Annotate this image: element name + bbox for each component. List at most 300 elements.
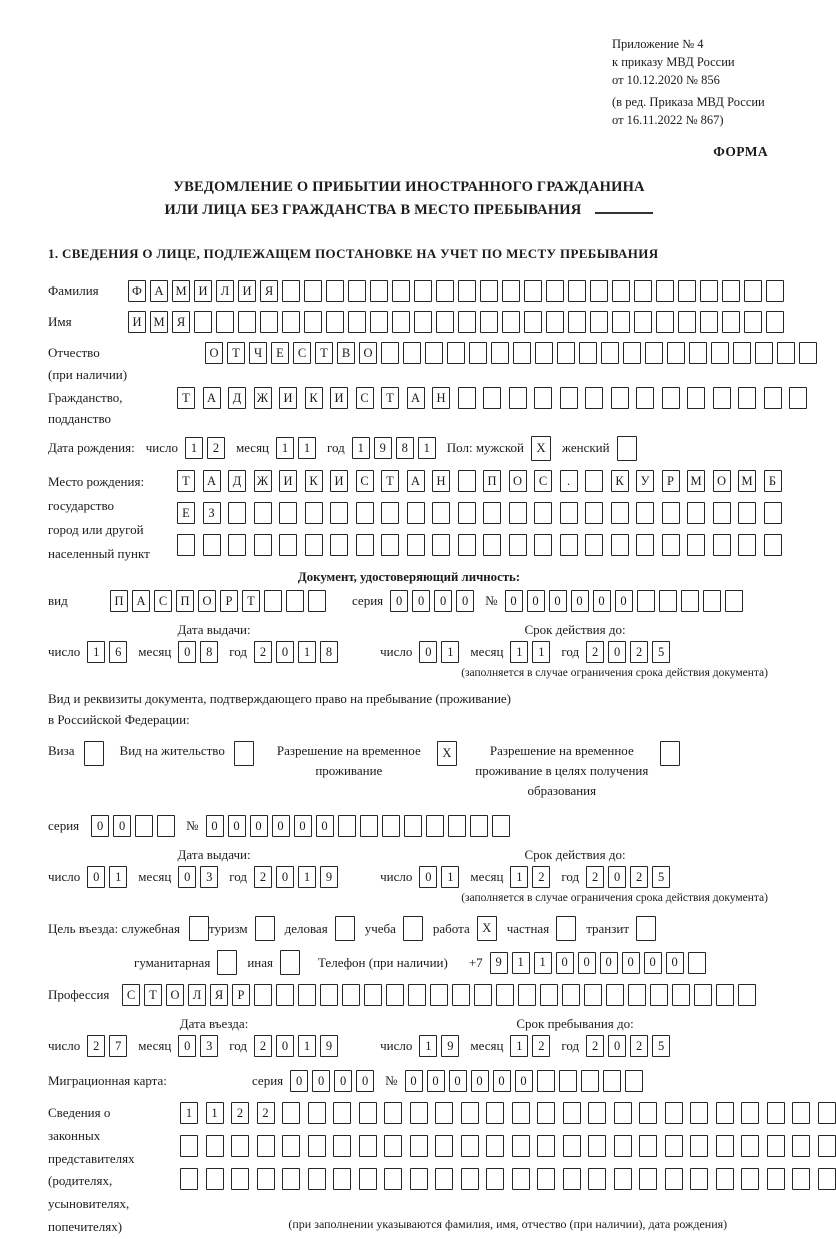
char-cell[interactable] <box>432 534 450 556</box>
char-cell[interactable] <box>789 387 807 409</box>
char-cell[interactable]: 0 <box>405 1070 423 1092</box>
char-cell[interactable] <box>486 1168 504 1190</box>
char-cell[interactable] <box>410 1135 428 1157</box>
char-cell[interactable] <box>546 280 564 302</box>
char-cell[interactable] <box>681 590 699 612</box>
char-cell[interactable] <box>384 1168 402 1190</box>
char-cell[interactable] <box>238 311 256 333</box>
char-cell[interactable]: 1 <box>87 641 105 663</box>
char-cell[interactable]: 9 <box>320 866 338 888</box>
char-cell[interactable] <box>512 1102 530 1124</box>
char-cell[interactable]: 0 <box>434 590 452 612</box>
char-cell[interactable] <box>733 342 751 364</box>
char-cell[interactable] <box>180 1135 198 1157</box>
char-cell[interactable] <box>560 534 578 556</box>
char-cell[interactable]: И <box>238 280 256 302</box>
char-cell[interactable] <box>414 280 432 302</box>
char-cell[interactable] <box>308 1168 326 1190</box>
char-cell[interactable]: Р <box>662 470 680 492</box>
char-cell[interactable] <box>585 534 603 556</box>
char-cell[interactable] <box>254 502 272 524</box>
char-cell[interactable] <box>792 1102 810 1124</box>
char-cell[interactable] <box>534 534 552 556</box>
char-cell[interactable]: 1 <box>206 1102 224 1124</box>
char-cell[interactable]: 6 <box>109 641 127 663</box>
char-cell[interactable]: О <box>166 984 184 1006</box>
char-cell[interactable] <box>518 984 536 1006</box>
char-cell[interactable]: П <box>176 590 194 612</box>
char-cell[interactable] <box>386 984 404 1006</box>
char-cell[interactable] <box>703 590 721 612</box>
char-cell[interactable] <box>359 1102 377 1124</box>
char-cell[interactable] <box>279 534 297 556</box>
char-cell[interactable]: Б <box>764 470 782 492</box>
char-cell[interactable] <box>568 311 586 333</box>
char-cell[interactable] <box>818 1102 836 1124</box>
char-cell[interactable]: М <box>172 280 190 302</box>
char-cell[interactable] <box>672 984 690 1006</box>
char-cell[interactable]: 0 <box>87 866 105 888</box>
char-cell[interactable]: 1 <box>510 641 528 663</box>
char-cell[interactable] <box>535 342 553 364</box>
char-cell[interactable] <box>305 502 323 524</box>
char-cell[interactable]: 1 <box>298 641 316 663</box>
char-cell[interactable] <box>435 1168 453 1190</box>
char-cell[interactable] <box>722 311 740 333</box>
char-cell[interactable] <box>276 984 294 1006</box>
char-cell[interactable]: 1 <box>419 1035 437 1057</box>
char-cell[interactable] <box>611 534 629 556</box>
char-cell[interactable] <box>407 534 425 556</box>
char-cell[interactable] <box>792 1135 810 1157</box>
char-cell[interactable]: Т <box>381 470 399 492</box>
char-cell[interactable]: 1 <box>441 866 459 888</box>
char-cell[interactable] <box>614 1168 632 1190</box>
char-cell[interactable] <box>447 342 465 364</box>
char-cell[interactable] <box>818 1135 836 1157</box>
char-cell[interactable] <box>563 1168 581 1190</box>
char-cell[interactable] <box>335 916 355 941</box>
char-cell[interactable] <box>612 280 630 302</box>
char-cell[interactable]: 2 <box>231 1102 249 1124</box>
char-cell[interactable]: А <box>132 590 150 612</box>
char-cell[interactable] <box>645 342 663 364</box>
char-cell[interactable]: Т <box>177 470 195 492</box>
char-cell[interactable] <box>461 1102 479 1124</box>
char-cell[interactable]: 2 <box>254 1035 272 1057</box>
char-cell[interactable] <box>408 984 426 1006</box>
char-cell[interactable]: 8 <box>320 641 338 663</box>
char-cell[interactable]: Я <box>260 280 278 302</box>
char-cell[interactable]: 0 <box>272 815 290 837</box>
char-cell[interactable]: 1 <box>510 866 528 888</box>
char-cell[interactable] <box>381 534 399 556</box>
char-cell[interactable]: 0 <box>178 641 196 663</box>
char-cell[interactable]: 0 <box>527 590 545 612</box>
char-cell[interactable]: Т <box>177 387 195 409</box>
char-cell[interactable]: Т <box>381 387 399 409</box>
char-cell[interactable]: В <box>337 342 355 364</box>
char-cell[interactable] <box>483 387 501 409</box>
char-cell[interactable]: П <box>483 470 501 492</box>
char-cell[interactable] <box>403 916 423 941</box>
char-cell[interactable] <box>650 984 668 1006</box>
char-cell[interactable]: 1 <box>418 437 436 459</box>
char-cell[interactable]: 0 <box>600 952 618 974</box>
char-cell[interactable]: 0 <box>206 815 224 837</box>
char-cell[interactable]: Ж <box>254 387 272 409</box>
char-cell[interactable] <box>356 534 374 556</box>
char-cell[interactable]: М <box>738 470 756 492</box>
char-cell[interactable]: 1 <box>534 952 552 974</box>
char-cell[interactable]: 2 <box>630 1035 648 1057</box>
char-cell[interactable] <box>425 342 443 364</box>
char-cell[interactable] <box>469 342 487 364</box>
char-cell[interactable]: 9 <box>490 952 508 974</box>
char-cell[interactable] <box>282 280 300 302</box>
char-cell[interactable] <box>486 1102 504 1124</box>
char-cell[interactable] <box>585 387 603 409</box>
char-cell[interactable] <box>257 1168 275 1190</box>
char-cell[interactable] <box>458 534 476 556</box>
char-cell[interactable]: С <box>356 470 374 492</box>
char-cell[interactable] <box>436 311 454 333</box>
char-cell[interactable] <box>308 1135 326 1157</box>
char-cell[interactable]: 0 <box>427 1070 445 1092</box>
char-cell[interactable] <box>562 984 580 1006</box>
char-cell[interactable] <box>410 1102 428 1124</box>
char-cell[interactable] <box>687 534 705 556</box>
char-cell[interactable] <box>392 280 410 302</box>
char-cell[interactable] <box>370 280 388 302</box>
char-cell[interactable] <box>228 502 246 524</box>
char-cell[interactable] <box>537 1168 555 1190</box>
char-cell[interactable] <box>404 815 422 837</box>
char-cell[interactable] <box>216 311 234 333</box>
char-cell[interactable]: 0 <box>449 1070 467 1092</box>
char-cell[interactable] <box>410 1168 428 1190</box>
char-cell[interactable] <box>458 311 476 333</box>
char-cell[interactable]: 2 <box>207 437 225 459</box>
char-cell[interactable]: 0 <box>608 866 626 888</box>
char-cell[interactable] <box>189 916 209 941</box>
char-cell[interactable]: С <box>534 470 552 492</box>
char-cell[interactable]: 2 <box>254 866 272 888</box>
char-cell[interactable] <box>738 534 756 556</box>
char-cell[interactable] <box>557 342 575 364</box>
char-cell[interactable]: 9 <box>374 437 392 459</box>
char-cell[interactable]: 0 <box>456 590 474 612</box>
char-cell[interactable] <box>333 1168 351 1190</box>
char-cell[interactable] <box>381 342 399 364</box>
char-cell[interactable] <box>799 342 817 364</box>
char-cell[interactable] <box>483 502 501 524</box>
char-cell[interactable]: О <box>713 470 731 492</box>
char-cell[interactable]: 0 <box>412 590 430 612</box>
char-cell[interactable]: 0 <box>549 590 567 612</box>
char-cell[interactable] <box>678 280 696 302</box>
char-cell[interactable] <box>264 590 282 612</box>
char-cell[interactable]: Т <box>144 984 162 1006</box>
char-cell[interactable] <box>260 311 278 333</box>
char-cell[interactable]: Т <box>227 342 245 364</box>
char-cell[interactable] <box>513 342 531 364</box>
char-cell[interactable] <box>356 502 374 524</box>
char-cell[interactable] <box>534 502 552 524</box>
char-cell[interactable]: 2 <box>586 1035 604 1057</box>
char-cell[interactable]: 0 <box>294 815 312 837</box>
char-cell[interactable] <box>546 311 564 333</box>
char-cell[interactable] <box>634 280 652 302</box>
char-cell[interactable] <box>452 984 470 1006</box>
char-cell[interactable]: 2 <box>586 641 604 663</box>
char-cell[interactable] <box>448 815 466 837</box>
char-cell[interactable] <box>254 534 272 556</box>
char-cell[interactable] <box>588 1135 606 1157</box>
char-cell[interactable] <box>282 1102 300 1124</box>
char-cell[interactable] <box>590 280 608 302</box>
char-cell[interactable]: О <box>509 470 527 492</box>
char-cell[interactable] <box>308 590 326 612</box>
char-cell[interactable] <box>426 815 444 837</box>
char-cell[interactable] <box>623 342 641 364</box>
char-cell[interactable] <box>764 387 782 409</box>
char-cell[interactable] <box>458 280 476 302</box>
char-cell[interactable] <box>524 280 542 302</box>
char-cell[interactable] <box>665 1168 683 1190</box>
char-cell[interactable]: О <box>359 342 377 364</box>
char-cell[interactable] <box>694 984 712 1006</box>
char-cell[interactable] <box>502 311 520 333</box>
char-cell[interactable] <box>585 470 603 492</box>
char-cell[interactable] <box>639 1102 657 1124</box>
char-cell[interactable]: 0 <box>290 1070 308 1092</box>
char-cell[interactable] <box>560 502 578 524</box>
char-cell[interactable] <box>687 387 705 409</box>
char-cell[interactable]: 7 <box>109 1035 127 1057</box>
char-cell[interactable]: 0 <box>419 641 437 663</box>
char-cell[interactable]: 0 <box>471 1070 489 1092</box>
char-cell[interactable] <box>700 311 718 333</box>
char-cell[interactable] <box>228 534 246 556</box>
char-cell[interactable] <box>656 311 674 333</box>
char-cell[interactable]: 8 <box>396 437 414 459</box>
char-cell[interactable]: 2 <box>254 641 272 663</box>
char-cell[interactable] <box>282 1135 300 1157</box>
char-cell[interactable] <box>348 280 366 302</box>
char-cell[interactable] <box>636 916 656 941</box>
char-cell[interactable] <box>563 1135 581 1157</box>
char-cell[interactable] <box>636 534 654 556</box>
char-cell[interactable] <box>777 342 795 364</box>
char-cell[interactable] <box>612 311 630 333</box>
char-cell[interactable] <box>690 1135 708 1157</box>
char-cell[interactable] <box>588 1102 606 1124</box>
char-cell[interactable]: И <box>330 387 348 409</box>
char-cell[interactable] <box>665 1102 683 1124</box>
char-cell[interactable] <box>617 436 637 461</box>
char-cell[interactable] <box>279 502 297 524</box>
char-cell[interactable]: И <box>128 311 146 333</box>
char-cell[interactable] <box>338 815 356 837</box>
char-cell[interactable] <box>461 1135 479 1157</box>
char-cell[interactable]: А <box>203 470 221 492</box>
char-cell[interactable]: 0 <box>178 1035 196 1057</box>
char-cell[interactable] <box>766 311 784 333</box>
char-cell[interactable] <box>556 916 576 941</box>
char-cell[interactable]: X <box>437 741 457 766</box>
char-cell[interactable]: 3 <box>200 866 218 888</box>
char-cell[interactable]: 0 <box>419 866 437 888</box>
char-cell[interactable] <box>764 502 782 524</box>
char-cell[interactable] <box>231 1168 249 1190</box>
char-cell[interactable] <box>662 502 680 524</box>
char-cell[interactable]: И <box>279 387 297 409</box>
char-cell[interactable] <box>611 387 629 409</box>
char-cell[interactable] <box>606 984 624 1006</box>
char-cell[interactable] <box>326 311 344 333</box>
char-cell[interactable] <box>713 502 731 524</box>
char-cell[interactable] <box>667 342 685 364</box>
char-cell[interactable] <box>330 502 348 524</box>
char-cell[interactable]: 0 <box>334 1070 352 1092</box>
char-cell[interactable]: Я <box>172 311 190 333</box>
char-cell[interactable] <box>509 534 527 556</box>
char-cell[interactable] <box>537 1102 555 1124</box>
char-cell[interactable] <box>700 280 718 302</box>
char-cell[interactable]: С <box>122 984 140 1006</box>
char-cell[interactable]: 0 <box>571 590 589 612</box>
char-cell[interactable] <box>280 950 300 975</box>
char-cell[interactable] <box>601 342 619 364</box>
char-cell[interactable] <box>639 1135 657 1157</box>
char-cell[interactable] <box>308 1102 326 1124</box>
char-cell[interactable] <box>384 1135 402 1157</box>
char-cell[interactable] <box>713 534 731 556</box>
char-cell[interactable]: 0 <box>228 815 246 837</box>
char-cell[interactable]: О <box>198 590 216 612</box>
char-cell[interactable] <box>486 1135 504 1157</box>
char-cell[interactable] <box>360 815 378 837</box>
char-cell[interactable]: У <box>636 470 654 492</box>
char-cell[interactable] <box>662 387 680 409</box>
char-cell[interactable] <box>234 741 254 766</box>
char-cell[interactable]: 0 <box>276 866 294 888</box>
char-cell[interactable] <box>157 815 175 837</box>
char-cell[interactable] <box>304 311 322 333</box>
char-cell[interactable] <box>432 502 450 524</box>
char-cell[interactable]: 2 <box>630 866 648 888</box>
char-cell[interactable]: 1 <box>185 437 203 459</box>
char-cell[interactable] <box>559 1070 577 1092</box>
char-cell[interactable] <box>512 1168 530 1190</box>
char-cell[interactable]: О <box>205 342 223 364</box>
char-cell[interactable]: 0 <box>608 641 626 663</box>
char-cell[interactable]: 1 <box>510 1035 528 1057</box>
char-cell[interactable] <box>330 534 348 556</box>
char-cell[interactable]: Н <box>432 387 450 409</box>
char-cell[interactable]: М <box>687 470 705 492</box>
char-cell[interactable]: 2 <box>257 1102 275 1124</box>
char-cell[interactable]: Ф <box>128 280 146 302</box>
char-cell[interactable] <box>364 984 382 1006</box>
char-cell[interactable] <box>206 1168 224 1190</box>
char-cell[interactable] <box>636 502 654 524</box>
char-cell[interactable] <box>738 502 756 524</box>
char-cell[interactable] <box>177 534 195 556</box>
char-cell[interactable] <box>403 342 421 364</box>
char-cell[interactable] <box>384 1102 402 1124</box>
char-cell[interactable] <box>206 1135 224 1157</box>
char-cell[interactable] <box>767 1168 785 1190</box>
char-cell[interactable]: 0 <box>91 815 109 837</box>
char-cell[interactable]: К <box>305 470 323 492</box>
char-cell[interactable] <box>585 502 603 524</box>
char-cell[interactable]: 5 <box>652 1035 670 1057</box>
char-cell[interactable] <box>716 1168 734 1190</box>
char-cell[interactable]: 1 <box>441 641 459 663</box>
char-cell[interactable]: А <box>407 470 425 492</box>
char-cell[interactable] <box>590 311 608 333</box>
char-cell[interactable] <box>348 311 366 333</box>
char-cell[interactable]: 9 <box>320 1035 338 1057</box>
char-cell[interactable] <box>359 1135 377 1157</box>
char-cell[interactable]: М <box>150 311 168 333</box>
char-cell[interactable] <box>584 984 602 1006</box>
char-cell[interactable] <box>458 470 476 492</box>
char-cell[interactable]: А <box>203 387 221 409</box>
char-cell[interactable]: Л <box>216 280 234 302</box>
char-cell[interactable] <box>430 984 448 1006</box>
char-cell[interactable] <box>636 387 654 409</box>
char-cell[interactable]: 0 <box>312 1070 330 1092</box>
char-cell[interactable] <box>738 984 756 1006</box>
char-cell[interactable]: П <box>110 590 128 612</box>
char-cell[interactable] <box>231 1135 249 1157</box>
char-cell[interactable] <box>755 342 773 364</box>
char-cell[interactable] <box>537 1135 555 1157</box>
char-cell[interactable]: 0 <box>622 952 640 974</box>
char-cell[interactable] <box>512 1135 530 1157</box>
char-cell[interactable]: Р <box>232 984 250 1006</box>
char-cell[interactable] <box>254 984 272 1006</box>
char-cell[interactable]: Л <box>188 984 206 1006</box>
char-cell[interactable] <box>509 502 527 524</box>
char-cell[interactable]: Д <box>228 470 246 492</box>
char-cell[interactable] <box>818 1168 836 1190</box>
char-cell[interactable]: 0 <box>608 1035 626 1057</box>
char-cell[interactable] <box>716 1135 734 1157</box>
char-cell[interactable] <box>370 311 388 333</box>
char-cell[interactable] <box>792 1168 810 1190</box>
char-cell[interactable]: X <box>477 916 497 941</box>
char-cell[interactable] <box>496 984 514 1006</box>
char-cell[interactable] <box>282 311 300 333</box>
char-cell[interactable] <box>480 311 498 333</box>
char-cell[interactable] <box>741 1102 759 1124</box>
char-cell[interactable] <box>203 534 221 556</box>
char-cell[interactable]: Н <box>432 470 450 492</box>
char-cell[interactable]: 2 <box>532 866 550 888</box>
char-cell[interactable]: С <box>154 590 172 612</box>
char-cell[interactable] <box>333 1102 351 1124</box>
char-cell[interactable]: И <box>194 280 212 302</box>
char-cell[interactable] <box>282 1168 300 1190</box>
char-cell[interactable]: Е <box>177 502 195 524</box>
char-cell[interactable] <box>255 916 275 941</box>
char-cell[interactable]: 2 <box>87 1035 105 1057</box>
char-cell[interactable] <box>326 280 344 302</box>
